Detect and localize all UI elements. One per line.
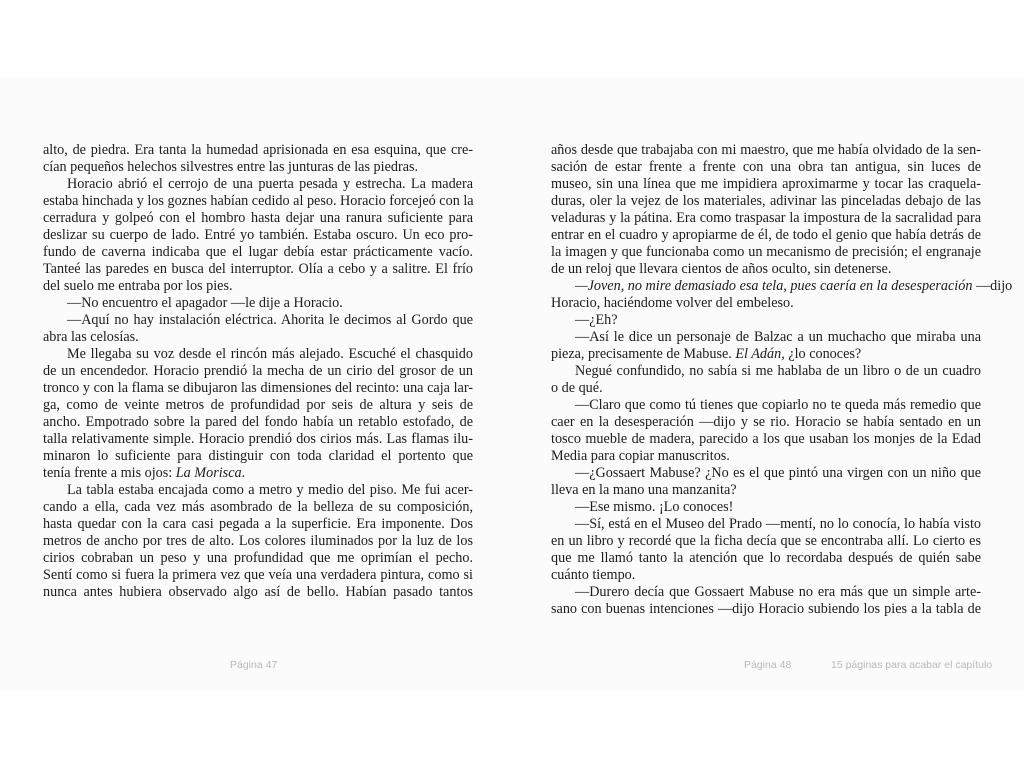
line-text: —No encuentro el apagador —le dije a Horacio. (67, 295, 343, 311)
text-line (43, 329, 473, 346)
line-text: —dijo (972, 278, 1013, 294)
text-line (43, 244, 473, 261)
text-line (551, 278, 1013, 295)
italic-text: La Morisca (175, 465, 242, 481)
line-text: en un libro y recordé que la ficha decía que se encontraba allí. Lo cierto es (551, 533, 981, 549)
line-text: de un reloj que llevara cientos de años oculto, sin detenerse. (551, 261, 892, 277)
text-line (551, 465, 981, 482)
text-line (43, 397, 473, 414)
line-text: alto, de piedra. Era tanta la humedad aprisionada en esa esquina, que cre- (43, 142, 473, 158)
text-line (551, 601, 981, 618)
text-line (43, 176, 473, 193)
line-text: —Claro que como tú tienes que copiarlo no te queda más remedio que (575, 397, 981, 413)
text-line (551, 499, 981, 516)
text-line (551, 329, 981, 346)
text-line (43, 278, 473, 295)
text-line (43, 414, 473, 431)
text-line (43, 550, 473, 567)
chapter-remaining-label: 15 páginas para acabar el capítulo (831, 659, 993, 671)
line-text: entrar en el cuadro y apropiarme de él, de todo el genio que había detrás de (551, 227, 981, 243)
text-line (551, 159, 981, 176)
text-line (551, 448, 981, 465)
text-line (551, 516, 981, 533)
text-line (43, 210, 473, 227)
text-line (551, 261, 981, 278)
text-line (43, 312, 473, 329)
text-line (551, 550, 981, 567)
line-text: Sentí como si fuera la primera vez que veía una verdadera pintura, como si (43, 567, 473, 583)
line-text: años desde que trabajaba con mi maestro, que me había olvidado de la sen- (551, 142, 981, 158)
line-text: veladuras y la pátina. Era como traspasar la impostura de la sacralidad para (551, 210, 981, 226)
line-text: Horacio abrió el cerrojo de una puerta pesada y estrecha. La madera (67, 176, 473, 192)
text-line (43, 261, 473, 278)
text-line (551, 431, 981, 448)
line-text: sano con buenas intenciones —dijo Horacio subiendo los pies a la tabla de (551, 601, 981, 617)
text-line (551, 210, 981, 227)
line-text: que me llamó tanto la atención que lo recordaba después de quién sabe (551, 550, 981, 566)
text-line (43, 533, 473, 550)
reader-view (0, 77, 1024, 691)
text-line (43, 295, 473, 312)
line-text: . (241, 465, 246, 481)
line-text: ga, como de veinte metros de profundidad por seis de altura y seis de (43, 397, 473, 413)
text-line (551, 244, 981, 261)
line-text: estaba hinchada y los goznes habían cedido al peso. Horacio forcejeó con la (43, 193, 474, 209)
line-text: cían pequeños helechos silvestres entre las junturas de las piedras. (43, 159, 419, 175)
page-number-left: Página 47 (230, 659, 278, 671)
text-line (43, 431, 473, 448)
text-line (43, 380, 473, 397)
right-page[interactable] (551, 142, 1013, 618)
line-text: —¿Eh? (575, 312, 618, 328)
italic-text: El Adán, (735, 346, 785, 362)
line-text: caer en la desesperación —dijo y se rio. Horacio se había sentado en un (551, 414, 981, 430)
line-text: —Sí, está en el Museo del Prado —mentí, no lo conocía, lo había visto (575, 516, 981, 532)
page-number-right: Página 48 (744, 659, 792, 671)
line-text: o de qué. (551, 380, 603, 396)
line-text: fundo de caverna indicaba que el lugar debía estar prácticamente vacío. (43, 244, 473, 260)
text-line (43, 193, 473, 210)
line-text: La tabla estaba encajada como a metro y medio del piso. Me fui acer- (67, 482, 473, 498)
text-line (551, 312, 981, 329)
text-line (43, 482, 473, 499)
line-text: Horacio, haciéndome volver del embeleso. (551, 295, 794, 311)
line-text: —Así le dice un personaje de Balzac a un muchacho que miraba una (575, 329, 981, 345)
text-line (551, 142, 981, 159)
text-line (551, 414, 981, 431)
line-text: tosco mueble de madera, parecido a los que usaban los monjes de la Edad (551, 431, 981, 447)
text-line (551, 295, 981, 312)
text-line (551, 193, 981, 210)
text-line (551, 176, 981, 193)
line-text: la imagen y que funcionaba como un mecanismo de precisión; el engranaje (551, 244, 981, 260)
line-text: —Ese mismo. ¡Lo conoces! (575, 499, 734, 515)
line-text: duras, oler la vejez de los materiales, adivinar las pinceladas debajo de las (551, 193, 981, 209)
text-line (43, 448, 473, 465)
text-line (43, 227, 473, 244)
text-line (551, 533, 981, 550)
line-text: lleva en la mano una manzanita? (551, 482, 737, 498)
line-text: Media para copiar manuscritos. (551, 448, 730, 464)
text-line (43, 584, 473, 601)
text-line (551, 397, 981, 414)
line-text: sación de estar frente a frente con una obra tan antigua, sin luces de (551, 159, 981, 175)
text-line (43, 499, 473, 516)
line-text: de un encendedor. Horacio prendió la mecha de un cirio del grosor de un (43, 363, 473, 379)
line-text: cando a ella, cada vez más asombrado de la belleza de su composición, (43, 499, 473, 515)
text-line (551, 584, 981, 601)
line-text: minaron lo suficiente para distinguir con toda claridad el portento que (43, 448, 473, 464)
line-text: pieza, precisamente de Mabuse. (551, 346, 736, 362)
text-line (551, 482, 981, 499)
text-line (43, 567, 473, 584)
line-text: deslizar su cuerpo de lado. Entré yo también. Estaba oscuro. Un eco pro- (43, 227, 473, 243)
text-line (551, 346, 981, 363)
text-line (43, 159, 473, 176)
line-text: hasta quedar con la cara casi pegada a la superficie. Era imponente. Dos (43, 516, 473, 532)
line-text: cuánto tiempo. (551, 567, 636, 583)
line-text: cirios cobraban un peso y una profundidad que me oprimían el pecho. (43, 550, 473, 566)
line-text: del suelo me entraba por los pies. (43, 278, 233, 294)
line-text: tronco y con la flama se dibujaron las dimensiones del recinto: una caja lar- (43, 380, 473, 396)
text-line (551, 227, 981, 244)
line-text: Me llegaba su voz desde el rincón más alejado. Escuché el chasquido (67, 346, 473, 362)
text-line (43, 465, 473, 482)
left-page[interactable] (43, 142, 473, 601)
line-text: Negué confundido, no sabía si me hablaba de un libro o de un cuadro (575, 363, 981, 379)
text-line (43, 142, 473, 159)
text-line (551, 363, 981, 380)
italic-text: —Joven, no mire demasiado esa tela, pues caería en la desesperación (575, 278, 973, 294)
line-text: cerradura y golpeó con el hombro hasta dejar una ranura suficiente para (43, 210, 473, 226)
line-text: tenía frente a mis ojos: (43, 465, 176, 481)
line-text: museo, sin una línea que me impidiera aproximarme y tocar las craquela- (551, 176, 981, 192)
text-line (43, 346, 473, 363)
line-text: abra las celosías. (43, 329, 139, 345)
line-text: talla relativamente simple. Horacio prendió dos cirios más. Las flamas ilu- (43, 431, 473, 447)
line-text: ancho. Empotrado sobre la pared del fondo había un retablo estofado, de (43, 414, 473, 430)
text-line (43, 516, 473, 533)
text-line (43, 363, 473, 380)
line-text: ¿lo conoces? (784, 346, 862, 362)
line-text: —¿Gossaert Mabuse? ¿No es el que pintó una virgen con un niño que (575, 465, 981, 481)
line-text: —Aquí no hay instalación eléctrica. Ahorita le decimos al Gordo que (67, 312, 473, 328)
text-line (551, 380, 981, 397)
text-line (551, 567, 981, 584)
line-text: metros de ancho por tres de alto. Los colores iluminados por la luz de los (43, 533, 473, 549)
line-text: nunca antes hubiera observado algo así de bello. Habían pasado tantos (43, 584, 473, 600)
line-text: —Durero decía que Gossaert Mabuse no era más que un simple arte- (575, 584, 981, 600)
line-text: Tanteé las paredes en busca del interruptor. Olía a cebo y a salitre. El frío (43, 261, 473, 277)
